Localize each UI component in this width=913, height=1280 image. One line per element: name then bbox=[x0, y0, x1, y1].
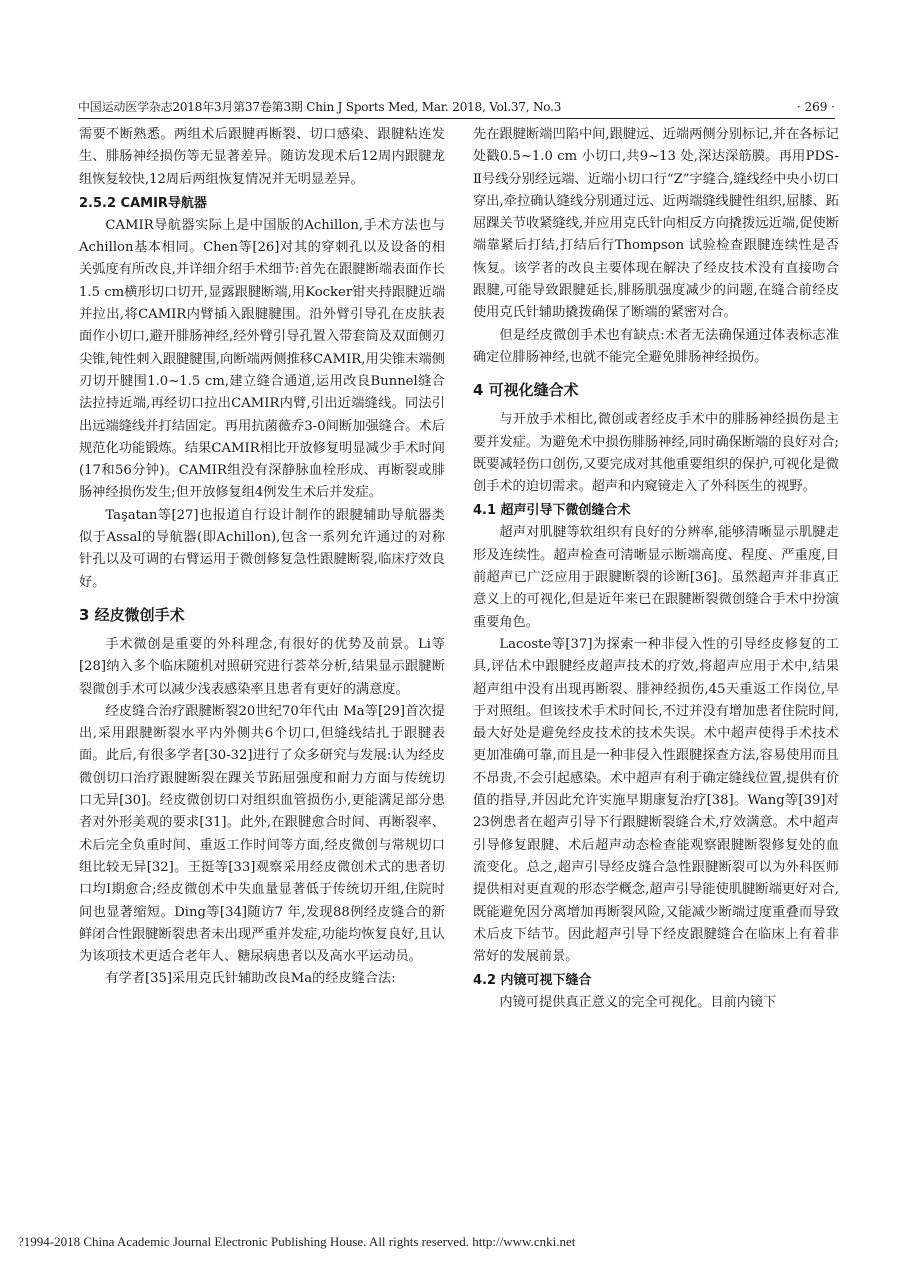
subsection-heading: 4.2 内镜可视下缝合 bbox=[473, 973, 592, 989]
paragraph: 需要不断熟悉。两组术后跟腱再断裂、切口感染、跟腱粘连发生、腓肠神经损伤等无显著差异。随访发现术后12周内跟腱龙组恢复较快,12周后两组恢复情况并无明显差异。 bbox=[79, 127, 445, 187]
paragraph: 但是经皮微创手术也有缺点:术者无法确保通过体表标志准确定位腓肠神经,也就不能完全避免腓肠神经损伤。 bbox=[473, 327, 839, 365]
paragraph: Taşatan等[27]也报道自行设计制作的跟腱辅助导航器类似于Assal的导航器(即Achillon),包含一系列允许通过的对称针孔以及可调的右臂运用于微创修复急性跟腱断裂,临床疗效良好。 bbox=[79, 507, 445, 590]
left-column bbox=[79, 124, 445, 991]
page-number: · 269 · bbox=[796, 100, 835, 114]
paragraph: 先在跟腱断端凹陷中间,跟腱远、近端两侧分别标记,并在各标记处戳0.5~1.0 cm 小切口,共9~13 处,深达深筋膜。再用PDS-Ⅱ号线分别经远端、近端小切口行“Z”字缝合,缝线经中央小切口穿出,牵拉确认缝线分别通过远、近两端缝线腱性组织,屈膝、跖屈踝关节收紧缝线,并应用克氏针向相反方向撬拨远近端,促使断端靠紧后打结,打结后行Thompson 试验检查跟腱连续性是否恢复。该学者的改良主要体现在解决了经皮技术没有直接吻合跟腱,可能导致跟腱延长,腓肠肌强度减少的问题,在缝合前经皮使用克氏针辅助撬拨确保了断端的紧密对合。 bbox=[473, 127, 839, 321]
journal-citation: 中国运动医学杂志2018年3月第37卷第3期 Chin J Sports Med, Mar. 2018, Vol.37, No.3 bbox=[78, 100, 562, 114]
right-column bbox=[473, 124, 839, 1015]
paragraph: CAMIR导航器实际上是中国版的Achillon,手术方法也与Achillon基本相同。Chen等[26]对其的穿刺孔以及设备的相关弧度有所改良,并详细介绍手术细节:首先在跟腱断端表面作长1.5 cm横形切口切开,显露跟腱断端,用Kocker钳夹持跟腱近端并拉出,将CAMIR内臂插入跟腱腱围。沿外臂引导孔在皮肤表面作小切口,避开腓肠神经,经外臂引导孔置入带套筒及双面侧刃尖锥,钝性刺入跟腱腱围,向断端两侧推移CAMIR,用尖锥末端侧刃切开腱围1.0~1.5 cm,建立缝合通道,运用改良Bunnel缝合法拉持近端,再经切口拉出CAMIR内臂,引出近端缝线。同法引出远端缝线并打结固定。再用抗菌薇乔3-0间断加强缝合。术后规范化功能锻炼。结果CAMIR相比开放修复明显减少手术时间(17和56分钟)。CAMIR组没有深静脉血栓形成、再断裂或腓肠神经损伤发生;但开放修复组4例发生术后并发症。 bbox=[79, 217, 445, 501]
paragraph: 有学者[35]采用克氏针辅助改良Ma的经皮缝合法: bbox=[105, 971, 396, 987]
subsection-heading: 2.5.2 CAMIR导航器 bbox=[79, 195, 207, 211]
paragraph: 手术微创是重要的外科理念,有很好的优势及前景。Li等[28]纳入多个临床随机对照研究进行荟萃分析,结果显示跟腱断裂微创手术可以减少浅表感染率且患者有更好的满意度。 bbox=[79, 636, 445, 697]
running-header bbox=[78, 96, 835, 119]
paragraph: 内镜可提供真正意义的完全可视化。目前内镜下 bbox=[499, 995, 777, 1011]
copyright-footer: ?1994-2018 China Academic Journal Electronic Publishing House. All rights reserved. http://www.cnki.net bbox=[18, 1234, 576, 1249]
subsection-heading: 4.1 超声引导下微创缝合术 bbox=[473, 503, 631, 519]
section-heading: 4 可视化缝合术 bbox=[473, 381, 579, 400]
paragraph: 与开放手术相比,微创或者经皮手术中的腓肠神经损伤是主要并发症。为避免术中损伤腓肠神经,同时确保断端的良好对合;既要减轻伤口创伤,又要完成对其他重要组织的保护,可视化是微创手术的迫切需求。超声和内窥镜走入了外科医生的视野。 bbox=[473, 412, 839, 495]
section-heading: 3 经皮微创手术 bbox=[79, 605, 185, 624]
paragraph: Lacoste等[37]为探索一种非侵入性的引导经皮修复的工具,评估术中跟腱经皮超声技术的疗效,将超声应用于术中,结果超声组中没有出现再断裂、腓神经损伤,45天重返工作岗位,早于对照组。但该技术手术时间长,不过并没有增加患者住院时间,最大好处是避免经皮技术的技术失误。术中超声使得手术技术更加准确可靠,而且是一种非侵入性跟腱探查方法,容易使用而且不昂贵,不会引起感染。术中超声有利于确定缝线位置,提供有价值的指导,并因此允许实施早期康复治疗[38]。Wang等[39]对23例患者在超声引导下行跟腱断裂缝合术,疗效满意。术中超声引导修复跟腱、术后超声动态检查能观察跟腱断裂修复处的血流变化。总之,超声引导经皮缝合急性跟腱断裂可以为外科医师提供相对更直观的形态学概念,超声引导能使肌腱断端更好对合,既能避免因分离增加再断裂风险,又能减少断端过度重叠而导致术后皮下结节。因此超声引导下经皮跟腱缝合在临床上有着非常好的发展前景。 bbox=[473, 636, 839, 965]
paragraph: 超声对肌腱等软组织有良好的分辨率,能够清晰显示肌腱走形及连续性。超声检查可清晰显示断端高度、程度、严重度,目前超声已广泛应用于跟腱断裂的诊断[36]。虽然超声并非真正意义上的可视化,但是近年来已在跟腱断裂微创缝合手术中扮演重要角色。 bbox=[473, 525, 839, 630]
paragraph: 经皮缝合治疗跟腱断裂20世纪70年代由 Ma等[29]首次提出,采用跟腱断裂水平内外侧共6个切口,但缝线结扎于跟腱表面。此后,有很多学者[30-32]进行了众多研究与发展:认为经皮微创切口治疗跟腱断裂在踝关节跖屈强度和耐力方面与传统切口无异[30]。经皮微创切口对组织血管损伤小,更能满足部分患者对外形美观的要求[31]。此外,在跟腱愈合时间、再断裂率、术后完全负重时间、重返工作时间等方面,经皮微创与常规切口组比较无异[32]。王挺等[33]观察采用经皮微创术式的患者切口均Ⅰ期愈合;经皮微创术中失血量显著低于传统切开组,住院时间也显著缩短。Ding等[34]随访7 年,发现88例经皮缝合的新鲜闭合性跟腱断裂患者未出现严重并发症,功能均恢复良好,且认为该项技术更适合老年人、糖尿病患者以及高水平运动员。 bbox=[79, 703, 445, 965]
